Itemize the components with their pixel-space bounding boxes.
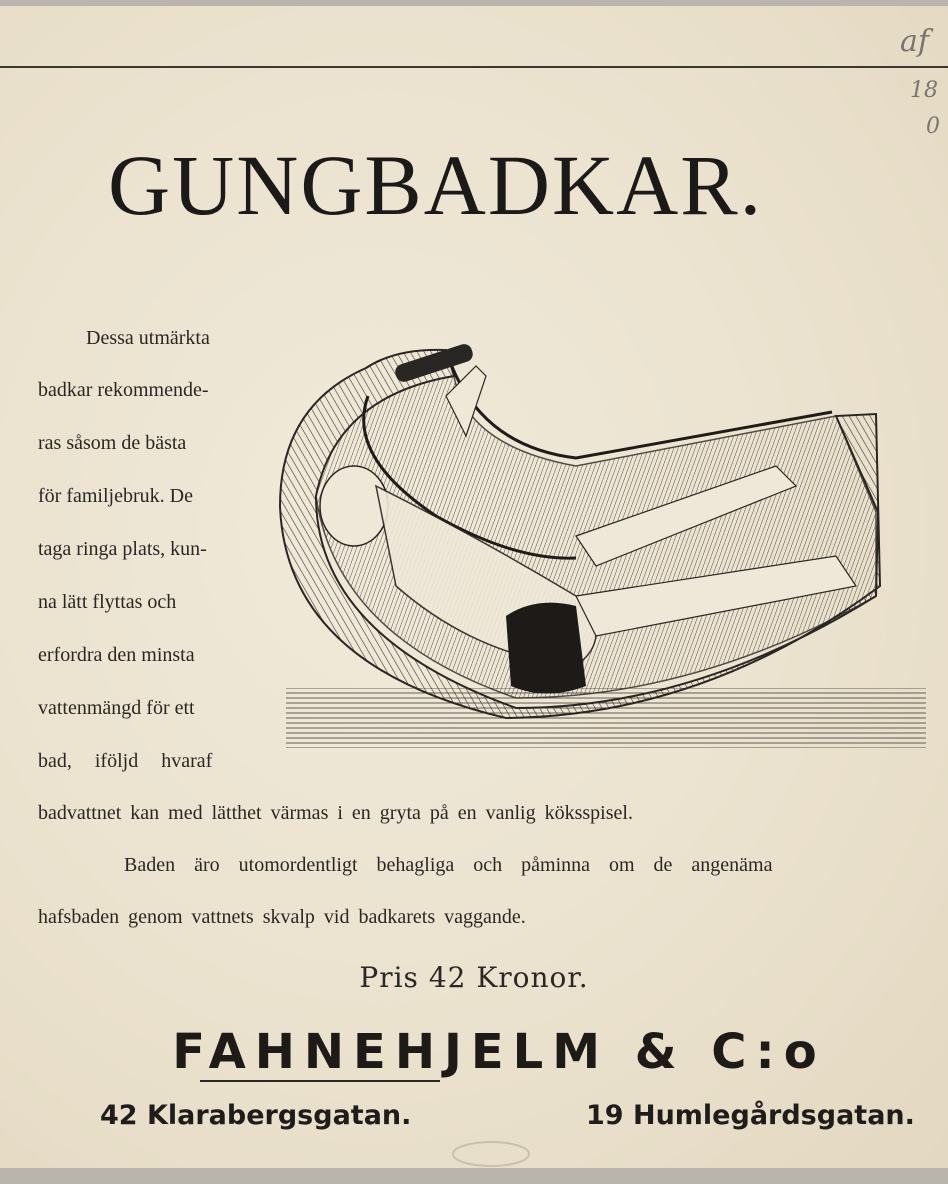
body-line: badkar rekommende- xyxy=(38,379,209,401)
address-left: 42 Klarabergsgatan. xyxy=(100,1100,412,1131)
top-rule xyxy=(0,66,948,68)
margin-note-1: af xyxy=(900,24,929,59)
body-line: hafsbaden genom vattnets skvalp vid badkarets vaggande. xyxy=(38,906,526,928)
body-line: Dessa utmärkta xyxy=(86,327,210,349)
body-line: vattenmängd för ett xyxy=(38,697,195,719)
price: Pris 42 Kronor. xyxy=(359,961,589,994)
company-name: FAHNEHJELM & C:o xyxy=(172,1024,826,1080)
body-line: badvattnet kan med lätthet värmas i en gryta på en vanlig köksspisel. xyxy=(38,802,633,824)
body-line: taga ringa plats, kun- xyxy=(38,538,207,560)
company-underline xyxy=(200,1080,440,1082)
ad-title: GUNGBADKAR. xyxy=(108,137,764,233)
margin-note-2: 18 xyxy=(910,78,938,103)
body-line: Baden äro utomordentligt behagliga och påminna om de angenäma xyxy=(124,854,773,876)
margin-note-3: 0 xyxy=(926,114,940,139)
body-line: na lätt flyttas och xyxy=(38,591,177,613)
body-line: erfordra den minsta xyxy=(38,644,195,666)
body-line: för familjebruk. De xyxy=(38,485,193,507)
advertisement-page xyxy=(0,6,948,1168)
address-right: 19 Humlegårdsgatan. xyxy=(586,1100,915,1131)
body-line: ras såsom de bästa xyxy=(38,432,187,454)
rocking-bathtub-illustration xyxy=(276,336,942,766)
body-line: bad, iföljd hvaraf xyxy=(38,750,213,772)
faded-stamp-mark xyxy=(446,1138,536,1168)
